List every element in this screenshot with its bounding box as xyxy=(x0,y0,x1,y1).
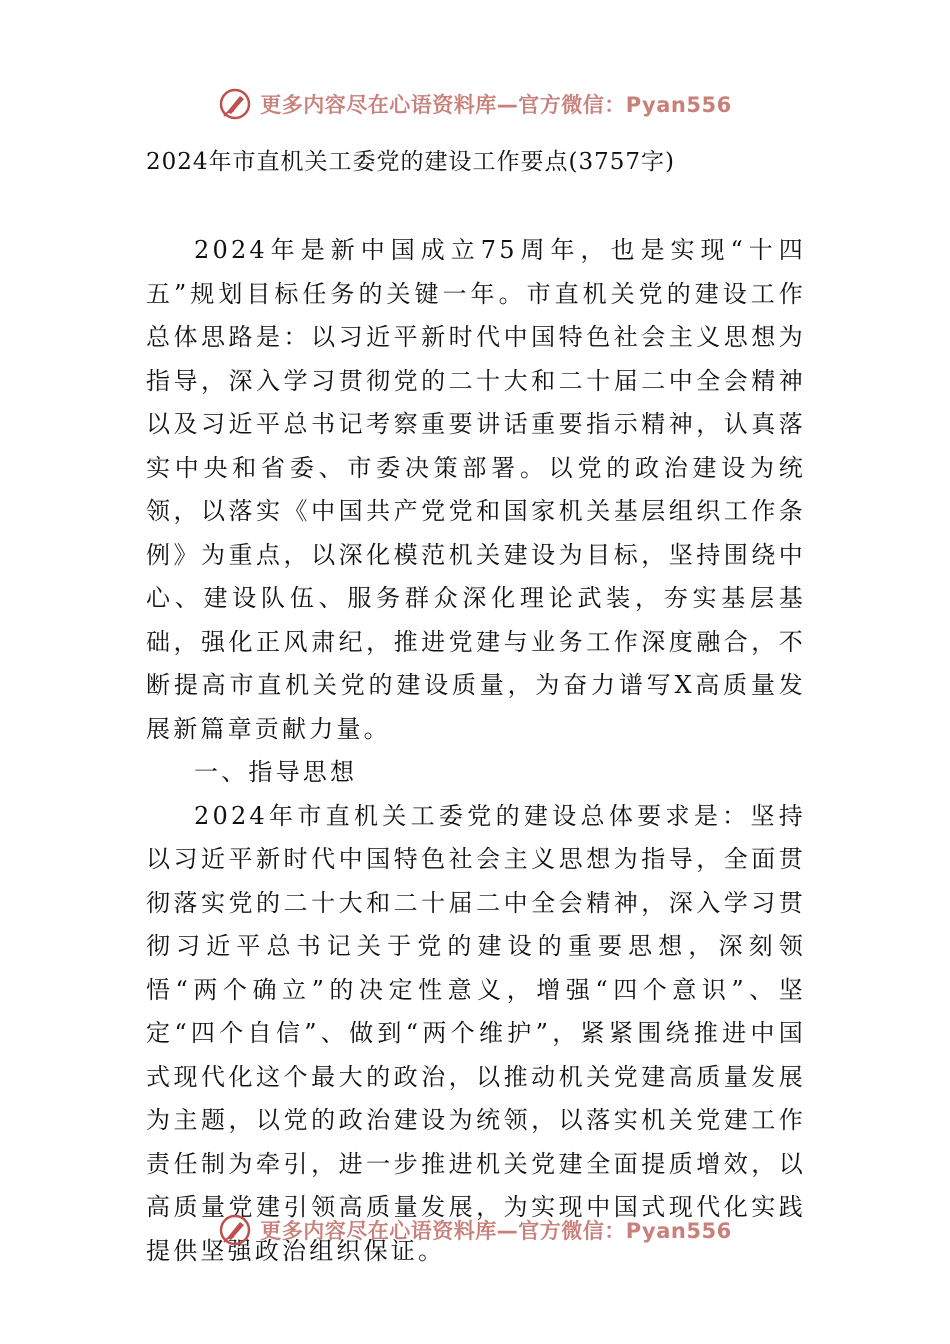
pen-circle-logo-icon xyxy=(218,1213,252,1247)
paragraph: 2024年市直机关工委党的建设总体要求是：坚持以习近平新时代中国特色社会主义思想为指导，全面贯彻落实党的二十大和二十届二中全会精神，深入学习贯彻习近平总书记关于党的建设的重要思想，深刻领悟“两个确立”的决定性意义，增强“四个意识”、坚定“四个自信”、做到“两个维护”，紧紧围绕推进中国式现代化这个最大的政治，以推动机关党建高质量发展为主题，以党的政治建设为统领，以落实机关党建工作责任制为牵引，进一步推进机关党建全面提质增效，以高质量党建引领高质量发展，为实现中国式现代化实践提供坚强政治组织保证。 xyxy=(146,801,806,1265)
watermark-text: 更多内容尽在心语资料库—官方微信：Pyan556 xyxy=(260,93,732,117)
watermark-text: 更多内容尽在心语资料库—官方微信：Pyan556 xyxy=(260,1219,732,1243)
document-title: 2024年市直机关工委党的建设工作要点(3757字) xyxy=(146,149,676,175)
watermark-header xyxy=(0,84,950,124)
section-heading: 一、指导思想 xyxy=(194,758,358,786)
document-body xyxy=(146,229,806,1273)
pen-circle-logo-icon xyxy=(218,87,252,121)
watermark-footer xyxy=(0,1210,950,1250)
paragraph: 2024年是新中国成立75周年，也是实现“十四五”规划目标任务的关键一年。市直机关党的建设工作总体思路是：以习近平新时代中国特色社会主义思想为指导，深入学习贯彻党的二十大和二十届二中全会精神以及习近平总书记考察重要讲话重要指示精神，认真落实中央和省委、市委决策部署。以党的政治建设为统领，以落实《中国共产党党和国家机关基层组织工作条例》为重点，以深化模范机关建设为目标，坚持围绕中心、建设队伍、服务群众深化理论武装，夯实基层基础，强化正风肃纪，推进党建与业务工作深度融合，不断提高市直机关党的建设质量，为奋力谱写X高质量发展新篇章贡献力量。 xyxy=(146,236,806,743)
